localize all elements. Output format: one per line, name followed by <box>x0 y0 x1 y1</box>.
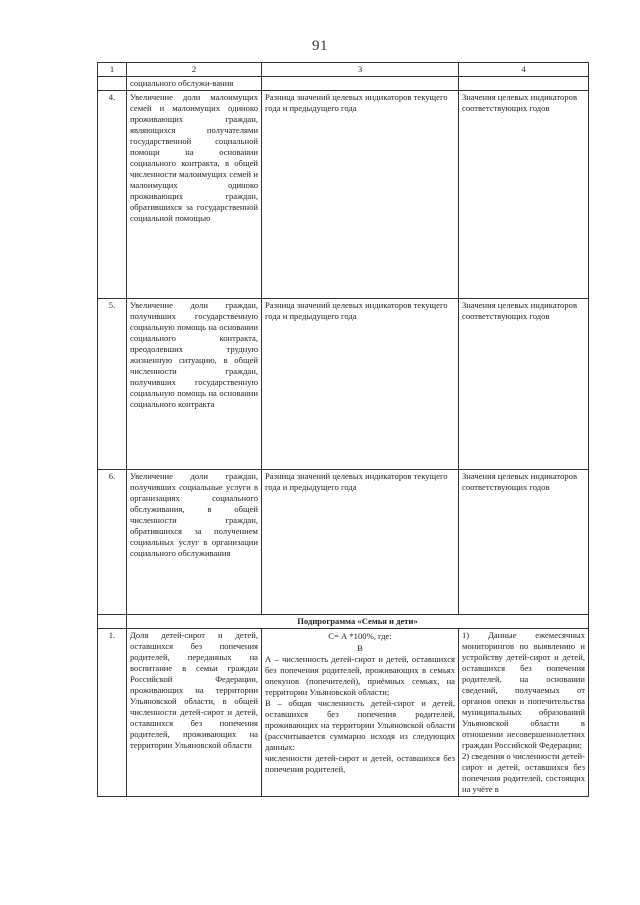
indicator-cell: социального обслужи-вания <box>127 77 262 91</box>
formula-denominator: В <box>357 643 363 653</box>
source-cell <box>459 77 589 91</box>
table-row <box>98 91 589 299</box>
indicator-cell: Увеличение доли малоимущих семей и малоимущих одиноко проживающих граждан, являющихся получателями государственной социальной помощи на основании социального контракта, в общей численности малоимущих семей и малоимущих одиноко проживающих граждан, обратившихся за государственной социальной помощью <box>127 91 262 299</box>
indicator-cell: Увеличение доли граждан, получивших государственную социальную помощь на основании социального контракта, преодолевших трудную жизненную ситуацию, в общей численности граждан, получивших государственную социальную помощь на основании социального контракта <box>127 299 262 470</box>
formula-var-a: А – численность детей-сирот и детей, оставшихся без попечения родителей, проживающих в семьях опекунов (попечителей), приёмных семьях, на территории Ульяновской области; <box>265 654 455 697</box>
source-item-2: 2) сведения о численности детей-сирот и детей, оставшихся без попечения родителей, состоящих на учёте в <box>462 751 585 794</box>
source-cell: Значения целевых индикаторов соответствующих годов <box>459 299 589 470</box>
row-number: 4. <box>98 91 127 299</box>
row-number: 5. <box>98 299 127 470</box>
formula-var-b: В – общая численность детей-сирот и детей, оставшихся без попечения родителей, проживающих на территории Ульяновской области (рассчитывается суммарно исходя из следующих данных: <box>265 698 455 752</box>
row-number: 1. <box>98 629 127 797</box>
subprogram-row <box>98 615 589 629</box>
table-row <box>98 470 589 615</box>
table-row <box>98 77 589 91</box>
source-item-1: 1) Данные ежемесячных мониторингов по выявлению и устройству детей-сирот и детей, оставшихся без попечения родителей, на основании сведений, получаемых от органов опеки и попечительства муниципальных образований Ульяновской области в отношении несовершеннолетних граждан Российской Федерации; <box>462 630 585 750</box>
method-cell: Разница значений целевых индикаторов текущего года и предыдущего года <box>262 470 459 615</box>
table-header-row <box>98 63 589 77</box>
page-number: 91 <box>312 38 328 54</box>
row-number <box>98 615 127 629</box>
header-col-4: 4 <box>459 63 589 77</box>
indicator-table <box>97 62 589 797</box>
formula-numerator: С= А *100%, где: <box>328 631 392 641</box>
source-cell: Значения целевых индикаторов соответствующих годов <box>459 91 589 299</box>
table-row <box>98 629 589 797</box>
formula-var-c: численности детей-сирот и детей, оставшихся без попечения родителей, <box>265 753 455 774</box>
source-cell: Значения целевых индикаторов соответствующих годов <box>459 470 589 615</box>
indicator-cell: Увеличение доли граждан, получивших социальные услуги в организациях социального обслуживания, в общей численности граждан, обратившихся за получением социальных услуг в организации социального обслуживания <box>127 470 262 615</box>
table-row <box>98 299 589 470</box>
formula <box>265 630 455 654</box>
header-col-3: 3 <box>262 63 459 77</box>
method-cell: Разница значений целевых индикаторов текущего года и предыдущего года <box>262 91 459 299</box>
row-number <box>98 77 127 91</box>
header-col-1: 1 <box>98 63 127 77</box>
source-cell <box>459 629 589 797</box>
method-cell <box>262 629 459 797</box>
row-number: 6. <box>98 470 127 615</box>
header-col-2: 2 <box>127 63 262 77</box>
method-cell <box>262 77 459 91</box>
subprogram-title: Подпрограмма «Семья и дети» <box>127 615 589 629</box>
indicator-cell: Доля детей-сирот и детей, оставшихся без попечения родителей, переданных на воспитание в семьи граждан Российской Федерации, проживающих на территории Ульяновской области, в общей численности детей-сирот и детей, оставшихся без попечения родителей, проживающих на территории Ульяновской области <box>127 629 262 797</box>
method-cell: Разница значений целевых индикаторов текущего года и предыдущего года <box>262 299 459 470</box>
